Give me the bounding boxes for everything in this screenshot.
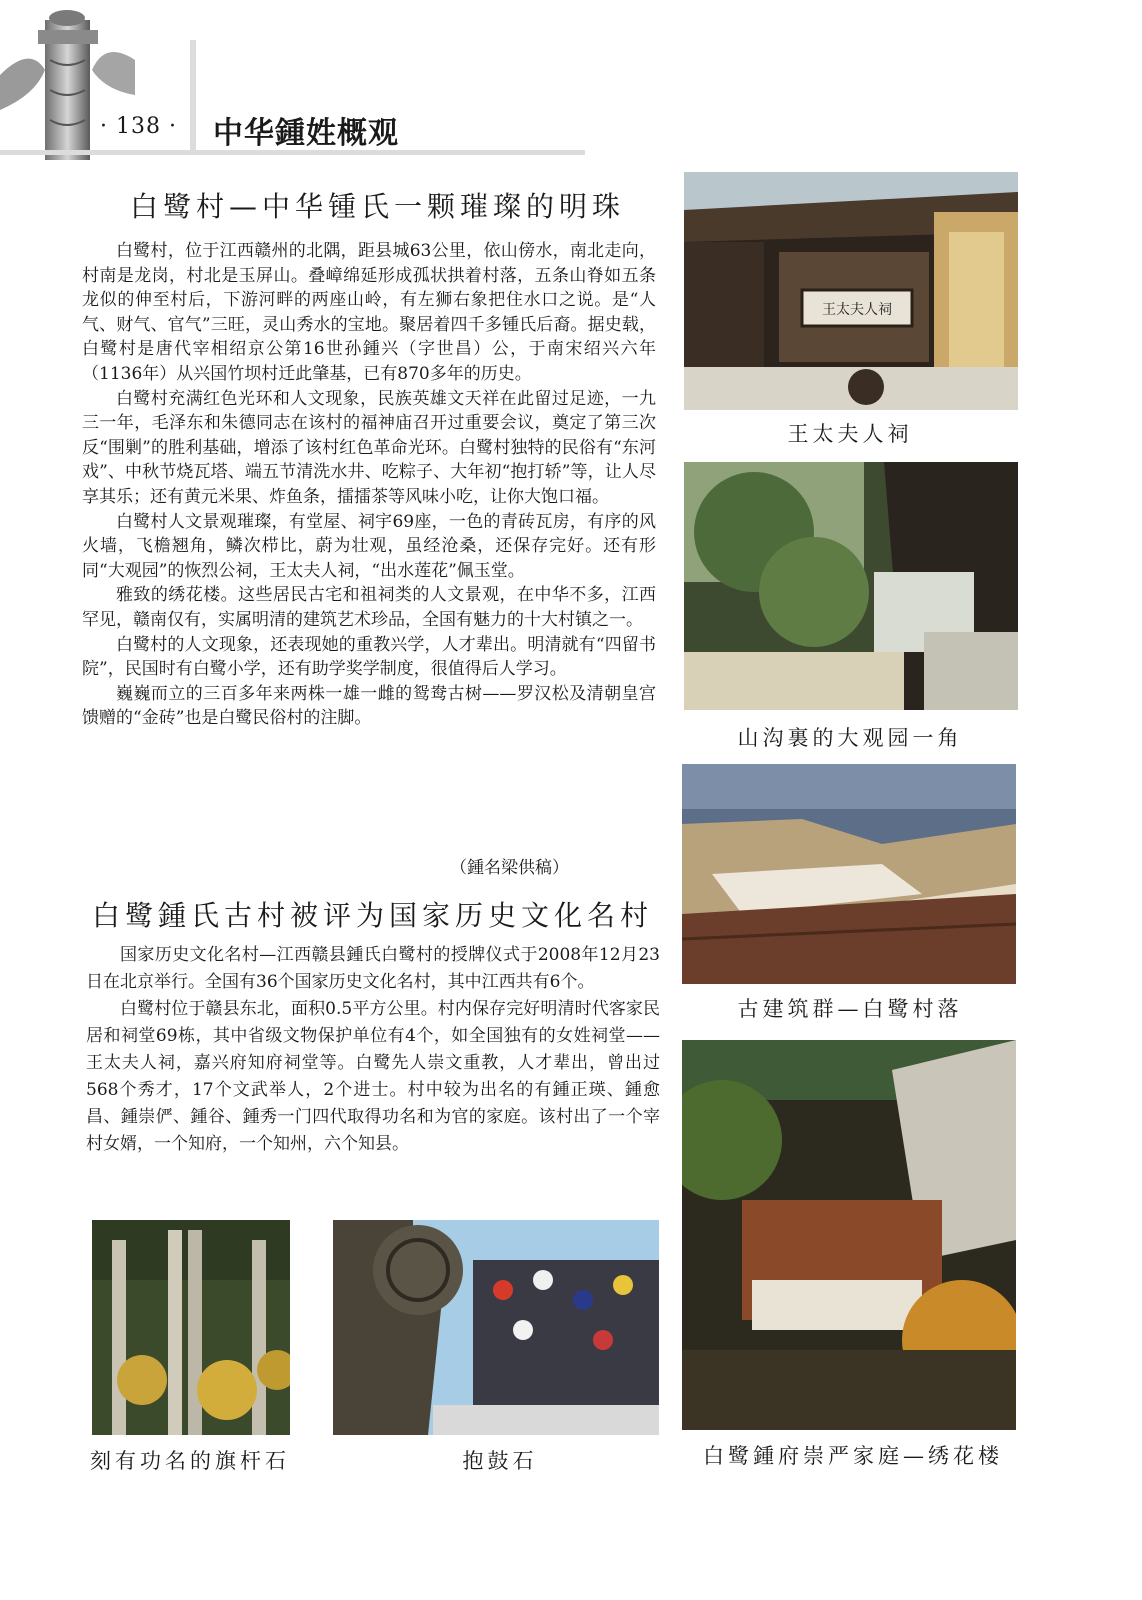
photo-drum-stone: [333, 1220, 659, 1435]
photo-embroidery-tower: [682, 1040, 1016, 1430]
caption-embroidery-tower: 白鹭鍾府崇严家庭—绣花楼: [703, 1444, 1003, 1468]
paragraph: 白鹭村的人文现象，还表现她的重教兴学，人才辈出。明清就有“四留书院”，民国时有白鹭小学，还有助学奖学制度，很值得后人学习。: [82, 634, 656, 680]
paragraph: 白鹭村，位于江西赣州的北隅，距县城63公里，依山傍水，南北走向，村南是龙岗，村北是玉屏山。叠嶂绵延形成孤状拱着村落，五条山脊如五条龙似的伸至村后，下游河畔的两座山岭，有左狮右象把住水口之说。是“人气、财气、官气”三旺，灵山秀水的宝地。聚居着四千多锺氏后裔。据史载，白鹭村是唐代宰相绍京公第16世孙鍾兴（字世昌）公，于南宋绍兴六年（1136年）从兴国竹坝村迁此肇基，已有870多年的历史。: [82, 241, 656, 384]
caption-rooftops: 古建筑群—白鹭村落: [737, 997, 963, 1021]
book-title: 中华鍾姓概观: [213, 116, 399, 151]
article-credit: （鍾名梁供稿）: [450, 858, 569, 878]
article-body-2: [86, 942, 660, 1158]
article-title-2: 白鹭鍾氏古村被评为国家历史文化名村: [92, 899, 654, 932]
page-number: · 138 ·: [100, 114, 177, 139]
paragraph: 国家历史文化名村—江西赣县鍾氏白鹭村的授牌仪式于2008年12月23日在北京举行。全国有36个国家历史文化名村，其中江西共有6个。: [86, 945, 660, 992]
photo-ancestral-hall: [684, 172, 1018, 410]
caption-ancestral-hall: 王太夫人祠: [787, 422, 913, 446]
caption-drum-stone: 抱鼓石: [462, 1449, 538, 1473]
caption-garden-corner: 山沟裏的大观园一角: [737, 726, 963, 750]
paragraph: 白鹭村位于赣县东北，面积0.5平方公里。村内保存完好明清时代客家民居和祠堂69栋，其中省级文物保护单位有4个，如全国独有的女姓祠堂——王太夫人祠，嘉兴府知府祠堂等。白鹭先人崇文重教，人才辈出，曾出过568个秀才，17个文武举人，2个进士。村中较为出名的有鍾正瑛、鍾愈昌、鍾崇俨、鍾谷、鍾秀一门四代取得功名和为官的家庭。该村出了一个宰村女婿，一个知府，一个知州，六个知县。: [86, 999, 660, 1154]
article-body-1: [82, 239, 656, 731]
paragraph: 巍巍而立的三百多年来两株一雄一雌的鸳鸯古树——罗汉松及清朝皇宫馈赠的“金砖”也是白鹭民俗村的注脚。: [82, 683, 656, 729]
sign-text: 王太夫人祠: [822, 302, 892, 318]
paragraph: 雅致的绣花楼。这些居民古宅和祖祠类的人文景观，在中华不多，江西罕见，赣南仅有，实属明清的建筑艺术珍品，全国有魅力的十大村镇之一。: [82, 585, 656, 630]
photo-rooftops: [682, 764, 1016, 984]
article-title-1: 白鹭村—中华锺氏一颗璀璨的明珠: [130, 190, 626, 223]
header-vertical-rule: [190, 40, 196, 152]
caption-flagpole-stones: 刻有功名的旗杆石: [90, 1449, 290, 1473]
photo-flagpole-stones: [92, 1220, 290, 1435]
paragraph: 白鹭村人文景观璀璨，有堂屋、祠宇69座，一色的青砖瓦房，有序的风火墙，飞檐翘角，鳞次栉比，蔚为壮观，虽经沧桑，还保存完好。还有形同“大观园”的恢烈公祠，王太夫人祠，“出水莲花”佩玉堂。: [82, 511, 656, 581]
photo-garden-corner: [684, 462, 1018, 710]
paragraph: 白鹭村充满红色光环和人文现象，民族英雄文天祥在此留过足迹，一九三一年，毛泽东和朱德同志在该村的福神庙召开过重要会议，奠定了第三次反“围剿”的胜利基础，增添了该村红色革命光环。白鹭村独特的民俗有“东河戏”、中秋节烧瓦塔、端五节清洗水井、吃粽子、大年初“抱打轿”等，让人尽享其乐；还有黄元米果、炸鱼条，擂擂茶等风味小吃，让你大饱口福。: [82, 388, 656, 507]
